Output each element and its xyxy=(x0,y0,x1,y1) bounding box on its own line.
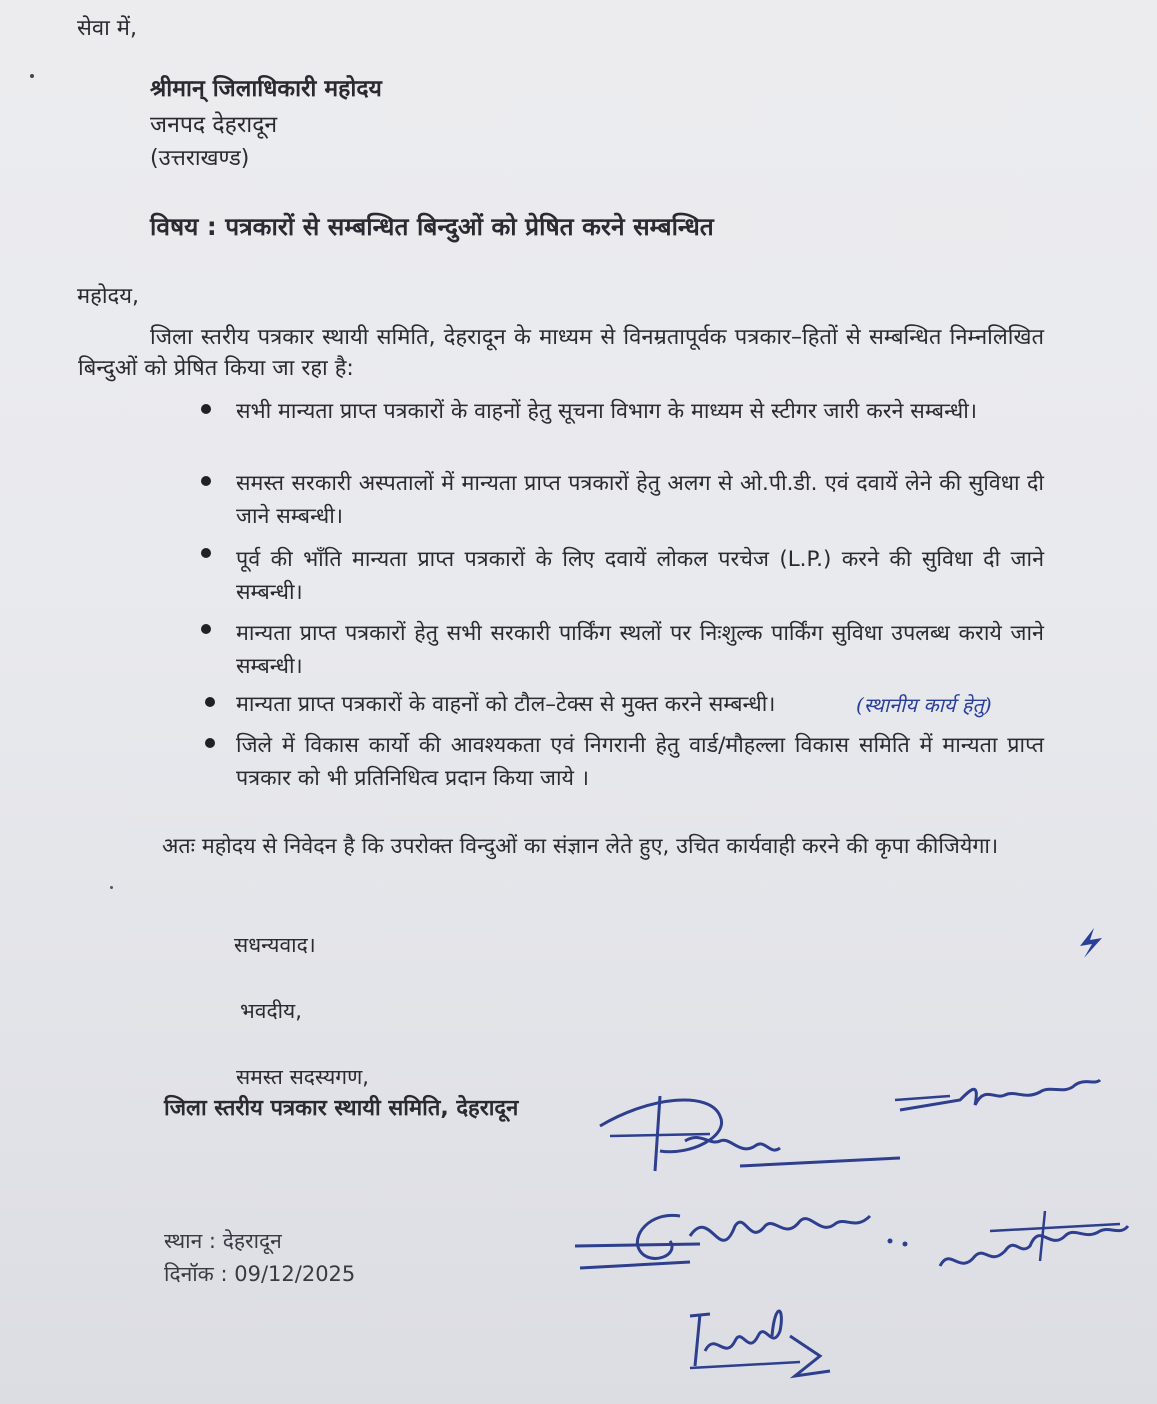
point-item: समस्त सरकारी अस्पतालों में मान्यता प्राप्त पत्रकारों हेतु अलग से ओ.पी.डी. एवं दवायें लेने की सुविधा दी जाने सम्बन्धी। xyxy=(236,471,1044,529)
point-item: पूर्व की भाँति मान्यता प्राप्त पत्रकारों के लिए दवायें लोकल परचेज (L.P.) करने की सुविधा दी जाने सम्बन्धी। xyxy=(236,547,1044,605)
intro-paragraph: जिला स्तरीय पत्रकार स्थायी समिति, देहरादून के माध्यम से विनम्रतापूर्वक पत्रकार–हितों से सम्बन्धित निम्नलिखित बिन्दुओं को प्रेषित किया जा रहा है: xyxy=(78,325,1044,381)
addressee-state: (उत्तराखण्ड) xyxy=(150,146,250,171)
pen-scribble-mark xyxy=(1076,926,1106,964)
ink-speck xyxy=(30,74,34,78)
committee-name: जिला स्तरीय पत्रकार स्थायी समिति, देहरादून xyxy=(164,1096,519,1121)
bullet-icon xyxy=(201,548,211,558)
signature-tandy xyxy=(680,1296,840,1390)
subject-line: विषय : पत्रकारों से सम्बन्धित बिन्दुओं को प्रेषित करने सम्बन्धित xyxy=(150,212,714,241)
signature-laxmi xyxy=(930,1206,1130,1290)
bullet-icon xyxy=(201,624,211,634)
bullet-icon xyxy=(201,404,211,414)
thanks: सधन्यवाद। xyxy=(234,933,316,957)
handwritten-note: (स्थानीय कार्य हेतु) xyxy=(856,693,992,717)
greeting: महोदय, xyxy=(77,284,139,309)
signature-chandra xyxy=(570,1196,930,1290)
request-paragraph: अतः महोदय से निवेदन है कि उपरोक्त विन्दुओं का संज्ञान लेते हुए, उचित कार्यवाही करने की कृपा कीजियेगा। xyxy=(162,834,999,859)
addressee-title: श्रीमान् जिलाधिकारी महोदय xyxy=(150,76,382,102)
point-item: मान्यता प्राप्त पत्रकारों हेतु सभी सरकारी पार्किंग स्थलों पर निःशुल्क पार्किंग सुविधा उपलब्ध कराये जाने सम्बन्धी। xyxy=(236,621,1044,679)
bullet-icon xyxy=(201,476,211,486)
bullet-icon xyxy=(205,738,215,748)
place-line: स्थान : देहरादून xyxy=(164,1229,282,1253)
date-line: दिनॉक : 09/12/2025 xyxy=(164,1262,356,1286)
ink-speck xyxy=(110,886,113,889)
salutation-to: सेवा में, xyxy=(77,16,137,41)
point-item: मान्यता प्राप्त पत्रकारों के वाहनों को टौल–टेक्स से मुक्त करने सम्बन्धी। xyxy=(236,692,776,717)
point-item: जिले में विकास कार्यो की आवश्यकता एवं निगरानी हेतु वार्ड/मौहल्ला विकास समिति में मान्यता प्राप्त पत्रकार को भी प्रतिनिधित्व प्रदान किया जाये । xyxy=(236,733,1044,791)
addressee-district: जनपद देहरादून xyxy=(150,112,278,138)
signature-top-right xyxy=(890,1070,1110,1134)
bullet-icon xyxy=(205,697,215,707)
signature-dey xyxy=(590,1086,910,1180)
closing: भवदीय, xyxy=(240,999,302,1023)
point-item: सभी मान्यता प्राप्त पत्रकारों के वाहनों हेतु सूचना विभाग के माध्यम से स्टीगर जारी करने सम्बन्धी। xyxy=(236,399,977,424)
members: समस्त सदस्यगण, xyxy=(236,1065,369,1089)
